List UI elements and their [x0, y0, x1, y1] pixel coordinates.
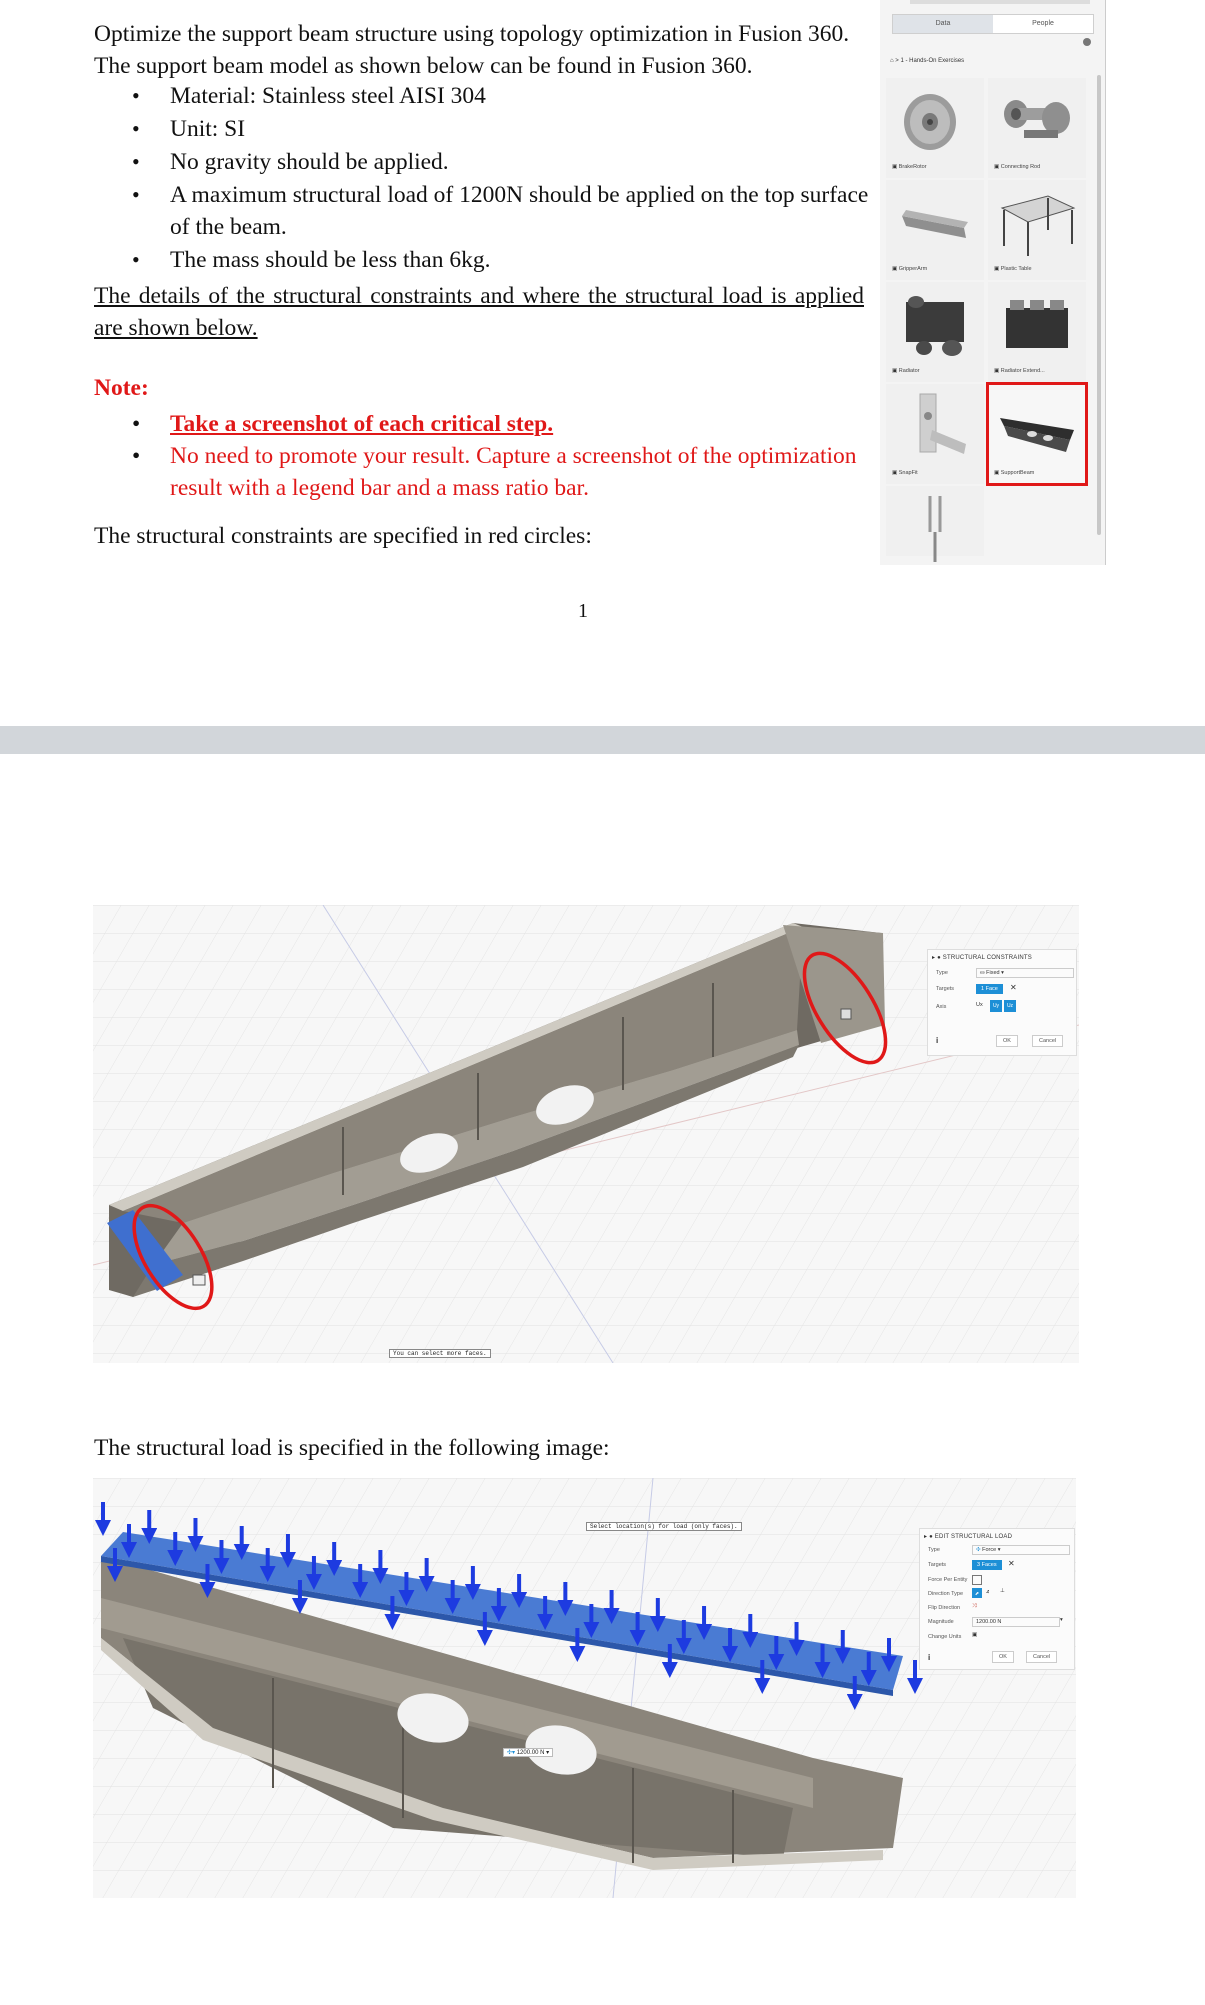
load-viewport[interactable]	[93, 1478, 1076, 1898]
constraint-tooltip: You can select more faces.	[389, 1349, 491, 1358]
edit-structural-load-dialog: ▸ ● EDIT STRUCTURAL LOAD Type ✣ Force ▾ Targets 3 Faces ✕ Force Per Entity Direction Type ⬈ ⦨ ⊥ Flip Direction ⤨ Magnitude 1200.00 N ▾ Change Units ▣ i OK Cancel	[919, 1528, 1075, 1670]
constraints-caption: The structural constraints are specified in red circles:	[94, 523, 592, 549]
requirement-material: • Material: Stainless steel AISI 304	[94, 80, 874, 112]
details-text: The details of the structural constraints and where the structural load is applied are shown below.	[94, 283, 864, 341]
info-icon[interactable]: i	[936, 1036, 939, 1045]
brakerotor-thumbnail	[894, 84, 976, 156]
radiator-extended-thumbnail	[996, 288, 1078, 360]
ok-button[interactable]: OK	[992, 1651, 1014, 1663]
dialog-title: ▸ ● STRUCTURAL CONSTRAINTS	[932, 955, 1032, 961]
change-units-icon[interactable]: ▣	[972, 1632, 978, 1638]
structural-constraints-dialog: ▸ ● STRUCTURAL CONSTRAINTS Type ⛀ Fixed ▾ Targets 1 Face ✕ Axis Ux Uy Uz i OK Cancel	[927, 949, 1077, 1056]
sample-radiator[interactable]: ▣ Radiator	[886, 282, 984, 382]
sample-plastic-table[interactable]: ▣ Plastic Table	[988, 180, 1086, 280]
cancel-button[interactable]: Cancel	[1032, 1035, 1063, 1047]
tab-data[interactable]: Data	[893, 15, 993, 33]
snapfit-thumbnail	[894, 390, 976, 462]
axis-uz-toggle[interactable]: Uz	[1004, 1000, 1016, 1012]
axis-ux-toggle[interactable]: Ux	[976, 1002, 983, 1008]
cancel-button[interactable]: Cancel	[1026, 1651, 1057, 1663]
requirements-list	[94, 80, 874, 277]
sample-connecting-rod[interactable]: ▣ Connecting Rod	[988, 78, 1086, 178]
magnitude-input[interactable]: 1200.00 N	[972, 1617, 1060, 1627]
status-dot-icon	[1083, 38, 1091, 46]
note-item-screenshot: • Take a screenshot of each critical step.	[94, 408, 874, 440]
tuning-fork-thumbnail	[894, 492, 976, 564]
targets-chip[interactable]: 3 Faces	[972, 1560, 1002, 1570]
sample-tuning-fork[interactable]	[886, 486, 984, 556]
clear-targets-icon[interactable]: ✕	[1010, 983, 1017, 992]
requirement-unit: • Unit: SI	[94, 113, 874, 145]
panel-tabs	[892, 14, 1094, 34]
load-tooltip: Select location(s) for load (only faces).	[586, 1522, 742, 1531]
flip-direction-icon[interactable]: ⤨	[972, 1603, 977, 1609]
note-item-result: • No need to promote your result. Capture a screenshot of the optimization result with a legend bar and a mass ratio bar.	[94, 440, 874, 504]
lock-icon: ⛀	[980, 970, 987, 976]
load-value-tag[interactable]: ✣▾ 1200.00 N ▾	[503, 1748, 553, 1757]
direction-angle-icon[interactable]: ⦨	[986, 1589, 990, 1595]
gripperarm-thumbnail	[894, 186, 976, 258]
targets-chip[interactable]: 1 Face	[976, 984, 1003, 994]
clear-targets-icon[interactable]: ✕	[1008, 1559, 1015, 1568]
note-list	[94, 408, 874, 504]
direction-normal-icon[interactable]: ⬈	[972, 1588, 982, 1598]
requirement-gravity: • No gravity should be applied.	[94, 146, 874, 178]
connecting-rod-thumbnail	[996, 84, 1078, 156]
requirement-mass: • The mass should be less than 6kg.	[94, 244, 874, 276]
load-caption: The structural load is specified in the following image:	[94, 1435, 610, 1461]
force-icon: ✣	[976, 1547, 983, 1553]
page-number: 1	[578, 600, 588, 622]
constraints-viewport[interactable]	[93, 905, 1079, 1363]
panel-scrollbar[interactable]	[1097, 75, 1101, 535]
page-separator	[0, 726, 1205, 754]
magnitude-dropdown-icon[interactable]: ▾	[1060, 1617, 1063, 1623]
tab-people[interactable]: People	[1032, 20, 1054, 27]
plastic-table-thumbnail	[996, 186, 1078, 258]
type-select[interactable]: ✣ Force ▾	[972, 1545, 1070, 1555]
axis-uy-toggle[interactable]: Uy	[990, 1000, 1002, 1012]
sample-brakerotor[interactable]: ▣ BrakeRotor	[886, 78, 984, 178]
sample-gripperarm[interactable]: ▣ GripperArm	[886, 180, 984, 280]
ok-button[interactable]: OK	[996, 1035, 1018, 1047]
force-per-entity-checkbox[interactable]	[972, 1575, 982, 1585]
panel-header-sliver	[910, 0, 1090, 4]
sample-radiator-extended[interactable]: ▣ Radiator Extend...	[988, 282, 1086, 382]
info-icon[interactable]: i	[928, 1653, 931, 1662]
note-heading: Note:	[94, 375, 149, 401]
radiator-thumbnail	[894, 288, 976, 360]
sample-supportbeam[interactable]: ▣ SupportBeam	[988, 384, 1086, 484]
dialog-title: ▸ ● EDIT STRUCTURAL LOAD	[924, 1534, 1013, 1540]
simulation-samples-panel	[880, 0, 1106, 565]
force-icon: ✣▾	[507, 1750, 517, 1756]
home-icon: ⌂ >	[890, 58, 901, 64]
sample-snapfit[interactable]: ▣ SnapFit	[886, 384, 984, 484]
intro-paragraph: Optimize the support beam structure using topology optimization in Fusion 360. The support beam model as shown below can be found in Fusion 360.	[94, 21, 850, 79]
type-select[interactable]: ⛀ Fixed ▾	[976, 968, 1074, 978]
requirement-load: • A maximum structural load of 1200N should be applied on the top surface of the beam.	[94, 179, 874, 243]
breadcrumb[interactable]: ⌂ > 1 - Hands-On Exercises	[890, 58, 965, 64]
supportbeam-thumbnail	[996, 390, 1078, 462]
direction-vector-icon[interactable]: ⊥	[1000, 1588, 1005, 1594]
